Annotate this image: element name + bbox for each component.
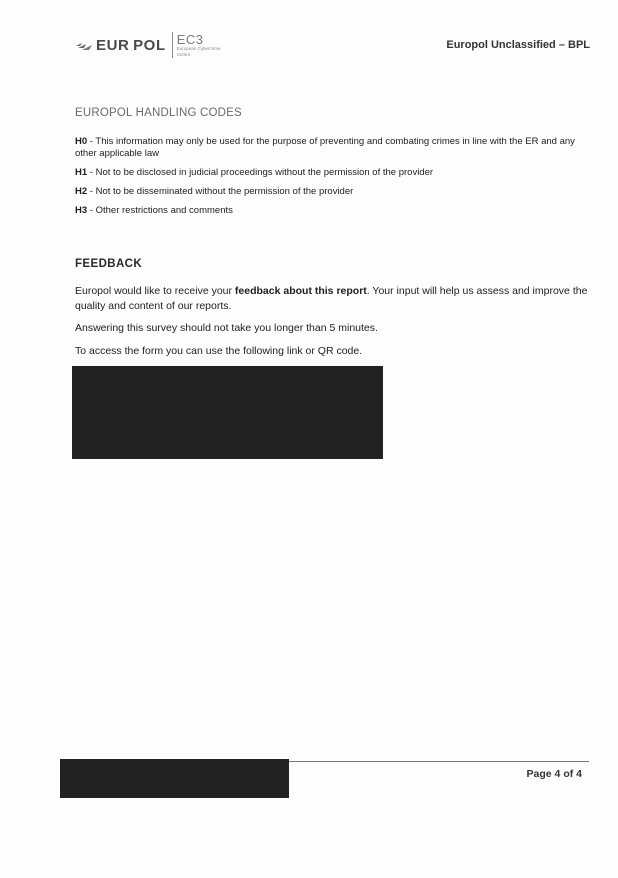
survey-duration-text: Answering this survey should not take you longer than 5 minutes. [75, 322, 378, 334]
europol-logo [76, 32, 221, 58]
feedback-text: . Your input will help us assess and improve the quality and content of our reports. [75, 285, 588, 312]
feedback-paragraph [75, 284, 595, 314]
ec3-logo [177, 33, 221, 57]
europol-flame-icon [76, 39, 92, 51]
code-text: - This information may only be used for the purpose of preventing and combating crimes in line with the ER and any other applicable law [75, 136, 575, 159]
handling-codes-list [75, 136, 585, 224]
redacted-link-block [72, 366, 383, 459]
code-id: H3 [75, 205, 88, 216]
logo-divider [172, 32, 173, 58]
handling-codes-title: EUROPOL HANDLING CODES [75, 107, 242, 119]
feedback-bold-text: feedback about this report [234, 285, 367, 297]
ec3-subtitle-1: European Cybercrime [176, 46, 221, 51]
code-id: H2 [75, 186, 88, 197]
handling-code-item [75, 205, 585, 217]
feedback-text: Europol would like to receive your [75, 285, 235, 297]
handling-code-item [75, 136, 585, 160]
ec3-label: EC3 [176, 32, 204, 47]
code-text: - Not to be disseminated without the permission of the provider [87, 186, 354, 197]
code-text: - Other restrictions and comments [87, 205, 233, 216]
page-number: Page 4 of 4 [526, 768, 582, 780]
redacted-footer-block [60, 759, 289, 798]
code-text: - Not to be disclosed in judicial proceedings without the permission of the provider [87, 167, 434, 178]
ec3-subtitle-2: Centre [176, 51, 191, 57]
classification-label: Europol Unclassified – BPL [446, 39, 590, 51]
code-id: H1 [75, 167, 88, 178]
handling-code-item [75, 186, 585, 198]
code-id: H0 [75, 136, 88, 147]
handling-code-item [75, 167, 585, 179]
form-access-text: To access the form you can use the following link or QR code. [75, 345, 363, 357]
feedback-title: FEEDBACK [75, 258, 143, 270]
logo-wordmark: EUR POL [96, 36, 166, 54]
